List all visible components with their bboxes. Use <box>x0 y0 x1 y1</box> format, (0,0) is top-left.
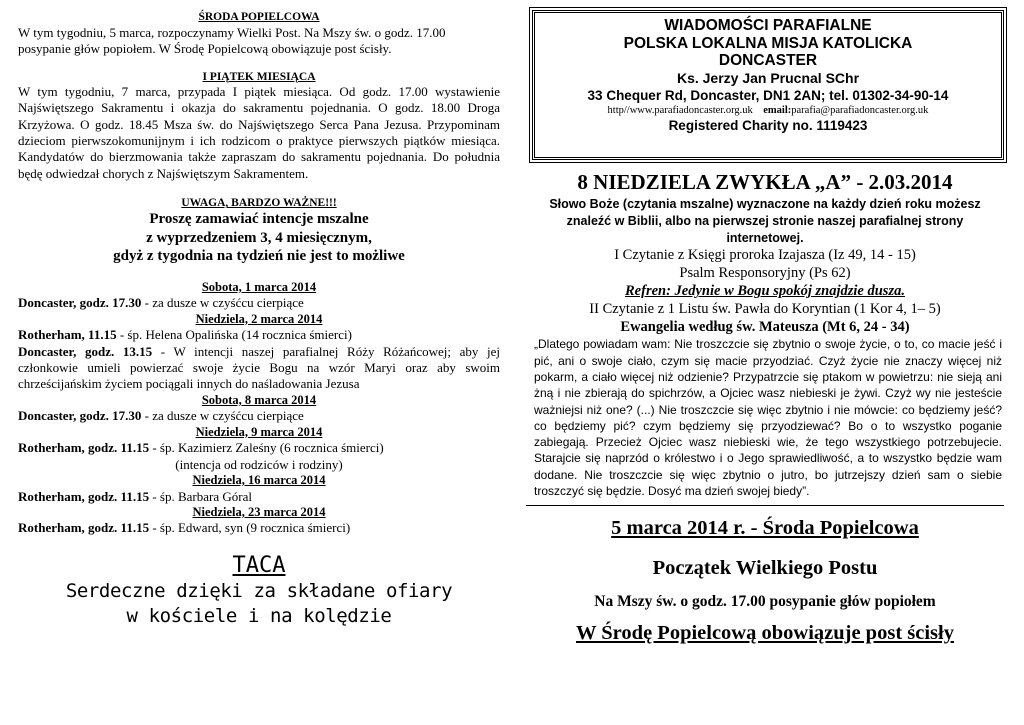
notice-line-1: Proszę zamawiać intencje mszalne <box>149 211 369 228</box>
psalm: Psalm Responsoryjny (Ps 62) <box>679 265 851 282</box>
lent-title: Początek Wielkiego Postu <box>652 557 878 580</box>
masthead-contacts: http//www.parafiadoncaster.org.uk email:parafia@parafiadoncaster.org.uk <box>607 104 929 116</box>
ash-wednesday-title: 5 marca 2014 r. - Środa Popielcowa <box>611 517 919 540</box>
intention-entry: Rotherham, godz. 11.15 - śp. Barbara Góral <box>18 488 252 504</box>
intention-entry: Rotherham, godz. 11.15 - śp. Edward, syn (9 rocznica śmierci) <box>18 520 351 536</box>
intention-entry: Rotherham, 11.15 - śp. Helena Opalińska (14 rocznica śmierci) <box>18 327 352 343</box>
intention-date: Sobota, 8 marca 2014 <box>201 392 317 407</box>
intention-date: Niedziela, 23 marca 2014 <box>192 504 326 519</box>
intention-date: Sobota, 1 marca 2014 <box>201 279 317 294</box>
intention-date: Niedziela, 16 marca 2014 <box>192 473 326 487</box>
notice-line-2: z wyprzedzeniem 3, 4 miesięcznym, <box>146 229 372 246</box>
masthead-priest: Ks. Jerzy Jan Prucnal SChr <box>676 69 860 86</box>
section-divider <box>526 505 1004 506</box>
first-friday-heading: I PIĄTEK MIESIĄCA <box>202 70 316 83</box>
notice-heading: UWAGA, BARDZO WAŻNE!!! <box>181 197 337 210</box>
ash-wednesday-text: W tym tygodniu, 5 marca, rozpoczynamy Wielki Post. Na Mszy św. o godz. 17.00 posypanie głów popiołem. W Środę Popielcową obowiązuje post ścisły. <box>18 25 446 57</box>
second-reading: II Czytanie z 1 Listu św. Pawła do Koryntian (1 Kor 4, 1– 5) <box>589 301 941 318</box>
intention-date: Niedziela, 2 marca 2014 <box>195 311 323 326</box>
ash-mass-info: Na Mszy św. o godz. 17.00 posypanie głów popiołem <box>594 593 936 611</box>
first-friday-notice <box>18 70 500 182</box>
intention-entry: Doncaster, godz. 13.15 - W intencji naszej parafialnej Róży Różańcowej; aby jej członkowie umieli powierzać swoje życie Bogu na wzór Maryi oraz aby swoim chrześcijańskim życiem pociągali innych do naśladowania Jezusa <box>18 343 500 392</box>
right-column <box>522 170 1008 645</box>
taca-section <box>18 553 500 629</box>
email-link[interactable]: parafia@parafiadoncaster.org.uk <box>791 104 929 116</box>
masthead-title: WIADOMOŚCI PARAFIALNE <box>664 17 872 34</box>
masthead-charity: Registered Charity no. 1119423 <box>668 117 868 133</box>
taca-title: TACA <box>232 552 286 578</box>
intentions-notice <box>18 196 500 266</box>
fast-notice: W Środę Popielcową obowiązuje post ścisły <box>576 622 954 645</box>
masthead-city: DONCASTER <box>718 52 818 69</box>
gospel-title: Ewangelia według św. Mateusza (Mt 6, 24 - 34) <box>620 319 910 336</box>
ash-wednesday-heading: ŚRODA POPIELCOWA <box>198 11 320 23</box>
left-column <box>18 0 500 629</box>
ash-wednesday-notice <box>18 10 500 58</box>
mass-intentions <box>18 280 500 537</box>
readings-intro: Słowo Boże (czytania mszalne) wyznaczone na każdy dzień roku możesz znaleźć w Biblii, albo na pierwszej stronie naszej parafialnej strony internetowej. <box>549 197 981 245</box>
parish-masthead <box>532 10 1004 160</box>
notice-line-3: gdyż z tygodnia na tydzień nie jest to możliwe <box>113 248 405 265</box>
intention-entry: Doncaster, godz. 17.30 - za dusze w czyśćcu cierpiące <box>18 295 304 311</box>
gospel-text: „Dlatego powiadam wam: Nie troszczcie się zbytnio o swoje życie, o to, co macie jeść i pić, ani o swoje ciało, czym się macie przyodziać. Czyż życie nie znaczy więcej niż pokarm, a ciało więcej niż odzienie? Przypatrzcie się ptakom w powietrzu: nie sieją ani żną i nie zbierają do spichrzów, a Ojciec wasz niebieski je żywi. Czyż wy nie jesteście ważniejsi niż one? (...) Nie troszczcie się więc zbytnio i nie mówcie: co będziemy jeść? co będziemy pić? czym będziemy się przyodziewać? Bo o to wszystko poganie zabiegają. Przecież Ojciec wasz niebieski wie, że tego wszystkiego potrzebujecie. Starajcie się naprzód o królestwo i o Jego sprawiedliwość, a to wszystko będzie wam dodane. Nie troszczcie się więc zbytnio o jutro, bo jutrzejszy dzień sam o siebie troszczyć się będzie. Dosyć ma dzień swojej biedy”. <box>534 337 1002 499</box>
intention-entry: Doncaster, godz. 17.30 - za dusze w czyśćcu cierpiące <box>18 408 304 424</box>
masthead-mission: POLSKA LOKALNA MISJA KATOLICKA <box>623 34 913 52</box>
taca-line-2: w kościele i na kolędzie <box>126 604 392 627</box>
psalm-refrain: Refren: Jedynie w Bogu spokój znajdzie dusza. <box>625 283 905 300</box>
intention-entry: Rotherham, godz. 11.15 - śp. Kazimierz Zaleśny (6 rocznica śmierci) <box>18 440 384 456</box>
intention-date: Niedziela, 9 marca 2014 <box>195 424 323 439</box>
first-reading: I Czytanie z Księgi proroka Izajasza (Iz 49, 14 - 15) <box>614 247 916 264</box>
taca-line-1: Serdeczne dzięki za składane ofiary <box>65 579 453 602</box>
intention-subline: (intencja od rodziców i rodziny) <box>175 456 343 472</box>
sunday-title: 8 NIEDZIELA ZWYKŁA „A” - 2.03.2014 <box>577 170 953 194</box>
website-link[interactable]: http//www.parafiadoncaster.org.uk <box>607 104 753 116</box>
first-friday-text: W tym tygodniu, 7 marca, przypada I piątek miesiąca. Od godz. 17.00 wystawienie Najświętszego Sakramentu i okazja do sakramentu pojednania. O godz. 18.00 Droga Krzyżowa. O godz. 18.45 Msza św. do Najświętszego Serca Pana Jezusa. Przypominam dzieciom pierwszokomunijnym i ich rodzicom o praktyce pierwszych piątków miesiąca. Kandydatów do bierzmowania także zapraszam do sakramentu pojednania. Do południa będę odwiedzał chorych z Najświętszym Sakramentem. <box>18 83 500 181</box>
masthead-address: 33 Chequer Rd, Doncaster, DN1 2AN; tel. 01302-34-90-14 <box>587 87 949 103</box>
